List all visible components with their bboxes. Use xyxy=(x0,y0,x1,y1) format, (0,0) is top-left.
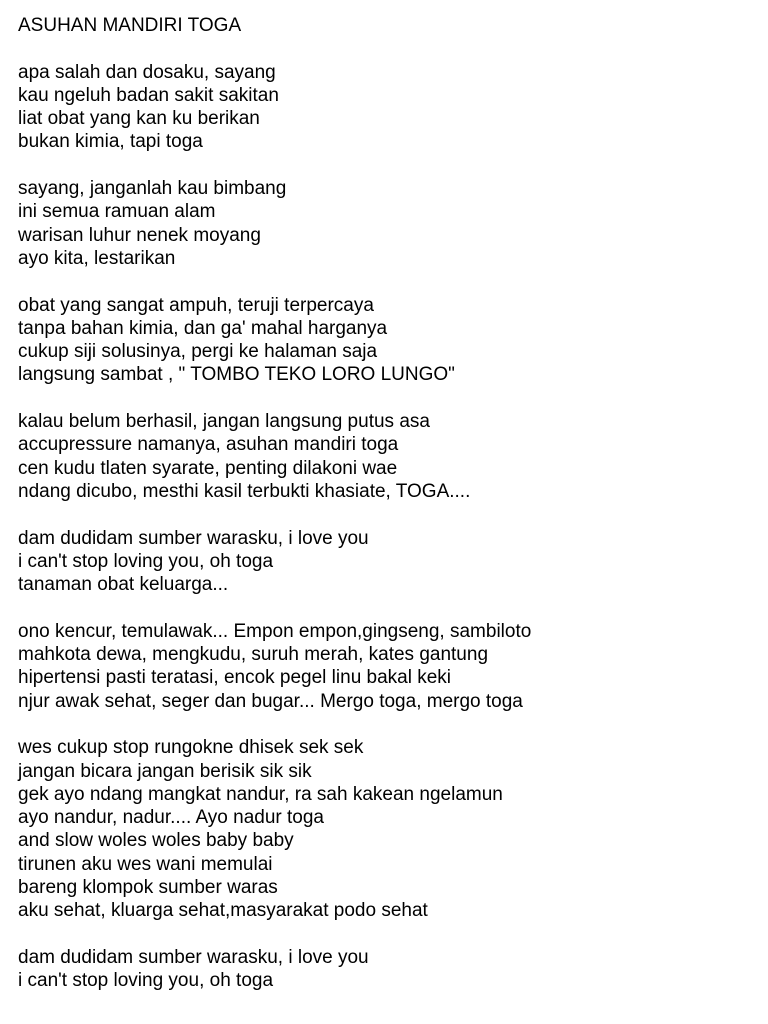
lyric-line: njur awak sehat, seger dan bugar... Mergo toga, mergo toga xyxy=(18,690,523,712)
document-title: ASUHAN MANDIRI TOGA xyxy=(18,15,242,36)
lyric-line: and slow woles woles baby baby xyxy=(18,830,294,852)
stanza xyxy=(18,294,758,387)
lyric-line: liat obat yang kan ku berikan xyxy=(18,108,260,130)
lyric-line: kalau belum berhasil, jangan langsung putus asa xyxy=(18,411,430,433)
lyric-line: sayang, janganlah kau bimbang xyxy=(18,178,287,200)
lyric-line: aku sehat, kluarga sehat,masyarakat podo sehat xyxy=(18,900,428,922)
lyric-line: tirunen aku wes wani memulai xyxy=(18,853,273,875)
lyric-line: langsung sambat , " TOMBO TEKO LORO LUNGO" xyxy=(18,364,455,386)
stanza xyxy=(18,620,758,713)
lyric-line: jangan bicara jangan berisik sik sik xyxy=(18,760,312,782)
document-page xyxy=(18,14,758,1016)
stanza xyxy=(18,527,758,597)
lyric-line: gek ayo ndang mangkat nandur, ra sah kakean ngelamun xyxy=(18,783,503,805)
lyric-line: i can't stop loving you, oh toga xyxy=(18,550,274,572)
lyric-line: i can't stop loving you, oh toga xyxy=(18,970,274,992)
lyric-line: kau ngeluh badan sakit sakitan xyxy=(18,84,279,106)
lyric-line: dam dudidam sumber warasku, i love you xyxy=(18,527,369,549)
lyric-line: dam dudidam sumber warasku, i love you xyxy=(18,946,369,968)
lyric-line: mahkota dewa, mengkudu, suruh merah, kates gantung xyxy=(18,644,489,666)
stanza xyxy=(18,946,758,993)
stanza xyxy=(18,177,758,270)
lyric-line: cukup siji solusinya, pergi ke halaman saja xyxy=(18,341,378,363)
lyric-line: hipertensi pasti teratasi, encok pegel linu bakal keki xyxy=(18,667,452,689)
lyric-line: tanpa bahan kimia, dan ga' mahal harganya xyxy=(18,317,388,339)
stanza xyxy=(18,736,758,922)
lyric-line: ono kencur, temulawak... Empon empon,gingseng, sambiloto xyxy=(18,620,532,642)
lyric-line: warisan luhur nenek moyang xyxy=(18,224,261,246)
lyric-line: bukan kimia, tapi toga xyxy=(18,131,203,153)
lyric-line: ayo nandur, nadur.... Ayo nadur toga xyxy=(18,807,325,829)
lyric-line: ndang dicubo, mesthi kasil terbukti khasiate, TOGA.... xyxy=(18,480,471,502)
lyric-line: obat yang sangat ampuh, teruji terpercaya xyxy=(18,294,374,316)
lyric-line: bareng klompok sumber waras xyxy=(18,876,278,898)
lyric-line: apa salah dan dosaku, sayang xyxy=(18,61,276,83)
lyric-line: tanaman obat keluarga... xyxy=(18,574,229,596)
lyric-line: ayo kita, lestarikan xyxy=(18,247,176,269)
lyric-line: wes cukup stop rungokne dhisek sek sek xyxy=(18,737,364,759)
stanza xyxy=(18,410,758,503)
stanza xyxy=(18,61,758,154)
lyric-line: ini semua ramuan alam xyxy=(18,201,216,223)
lyric-line: cen kudu tlaten syarate, penting dilakoni wae xyxy=(18,457,398,479)
lyric-line: accupressure namanya, asuhan mandiri toga xyxy=(18,434,399,456)
lyrics-body xyxy=(18,61,758,993)
